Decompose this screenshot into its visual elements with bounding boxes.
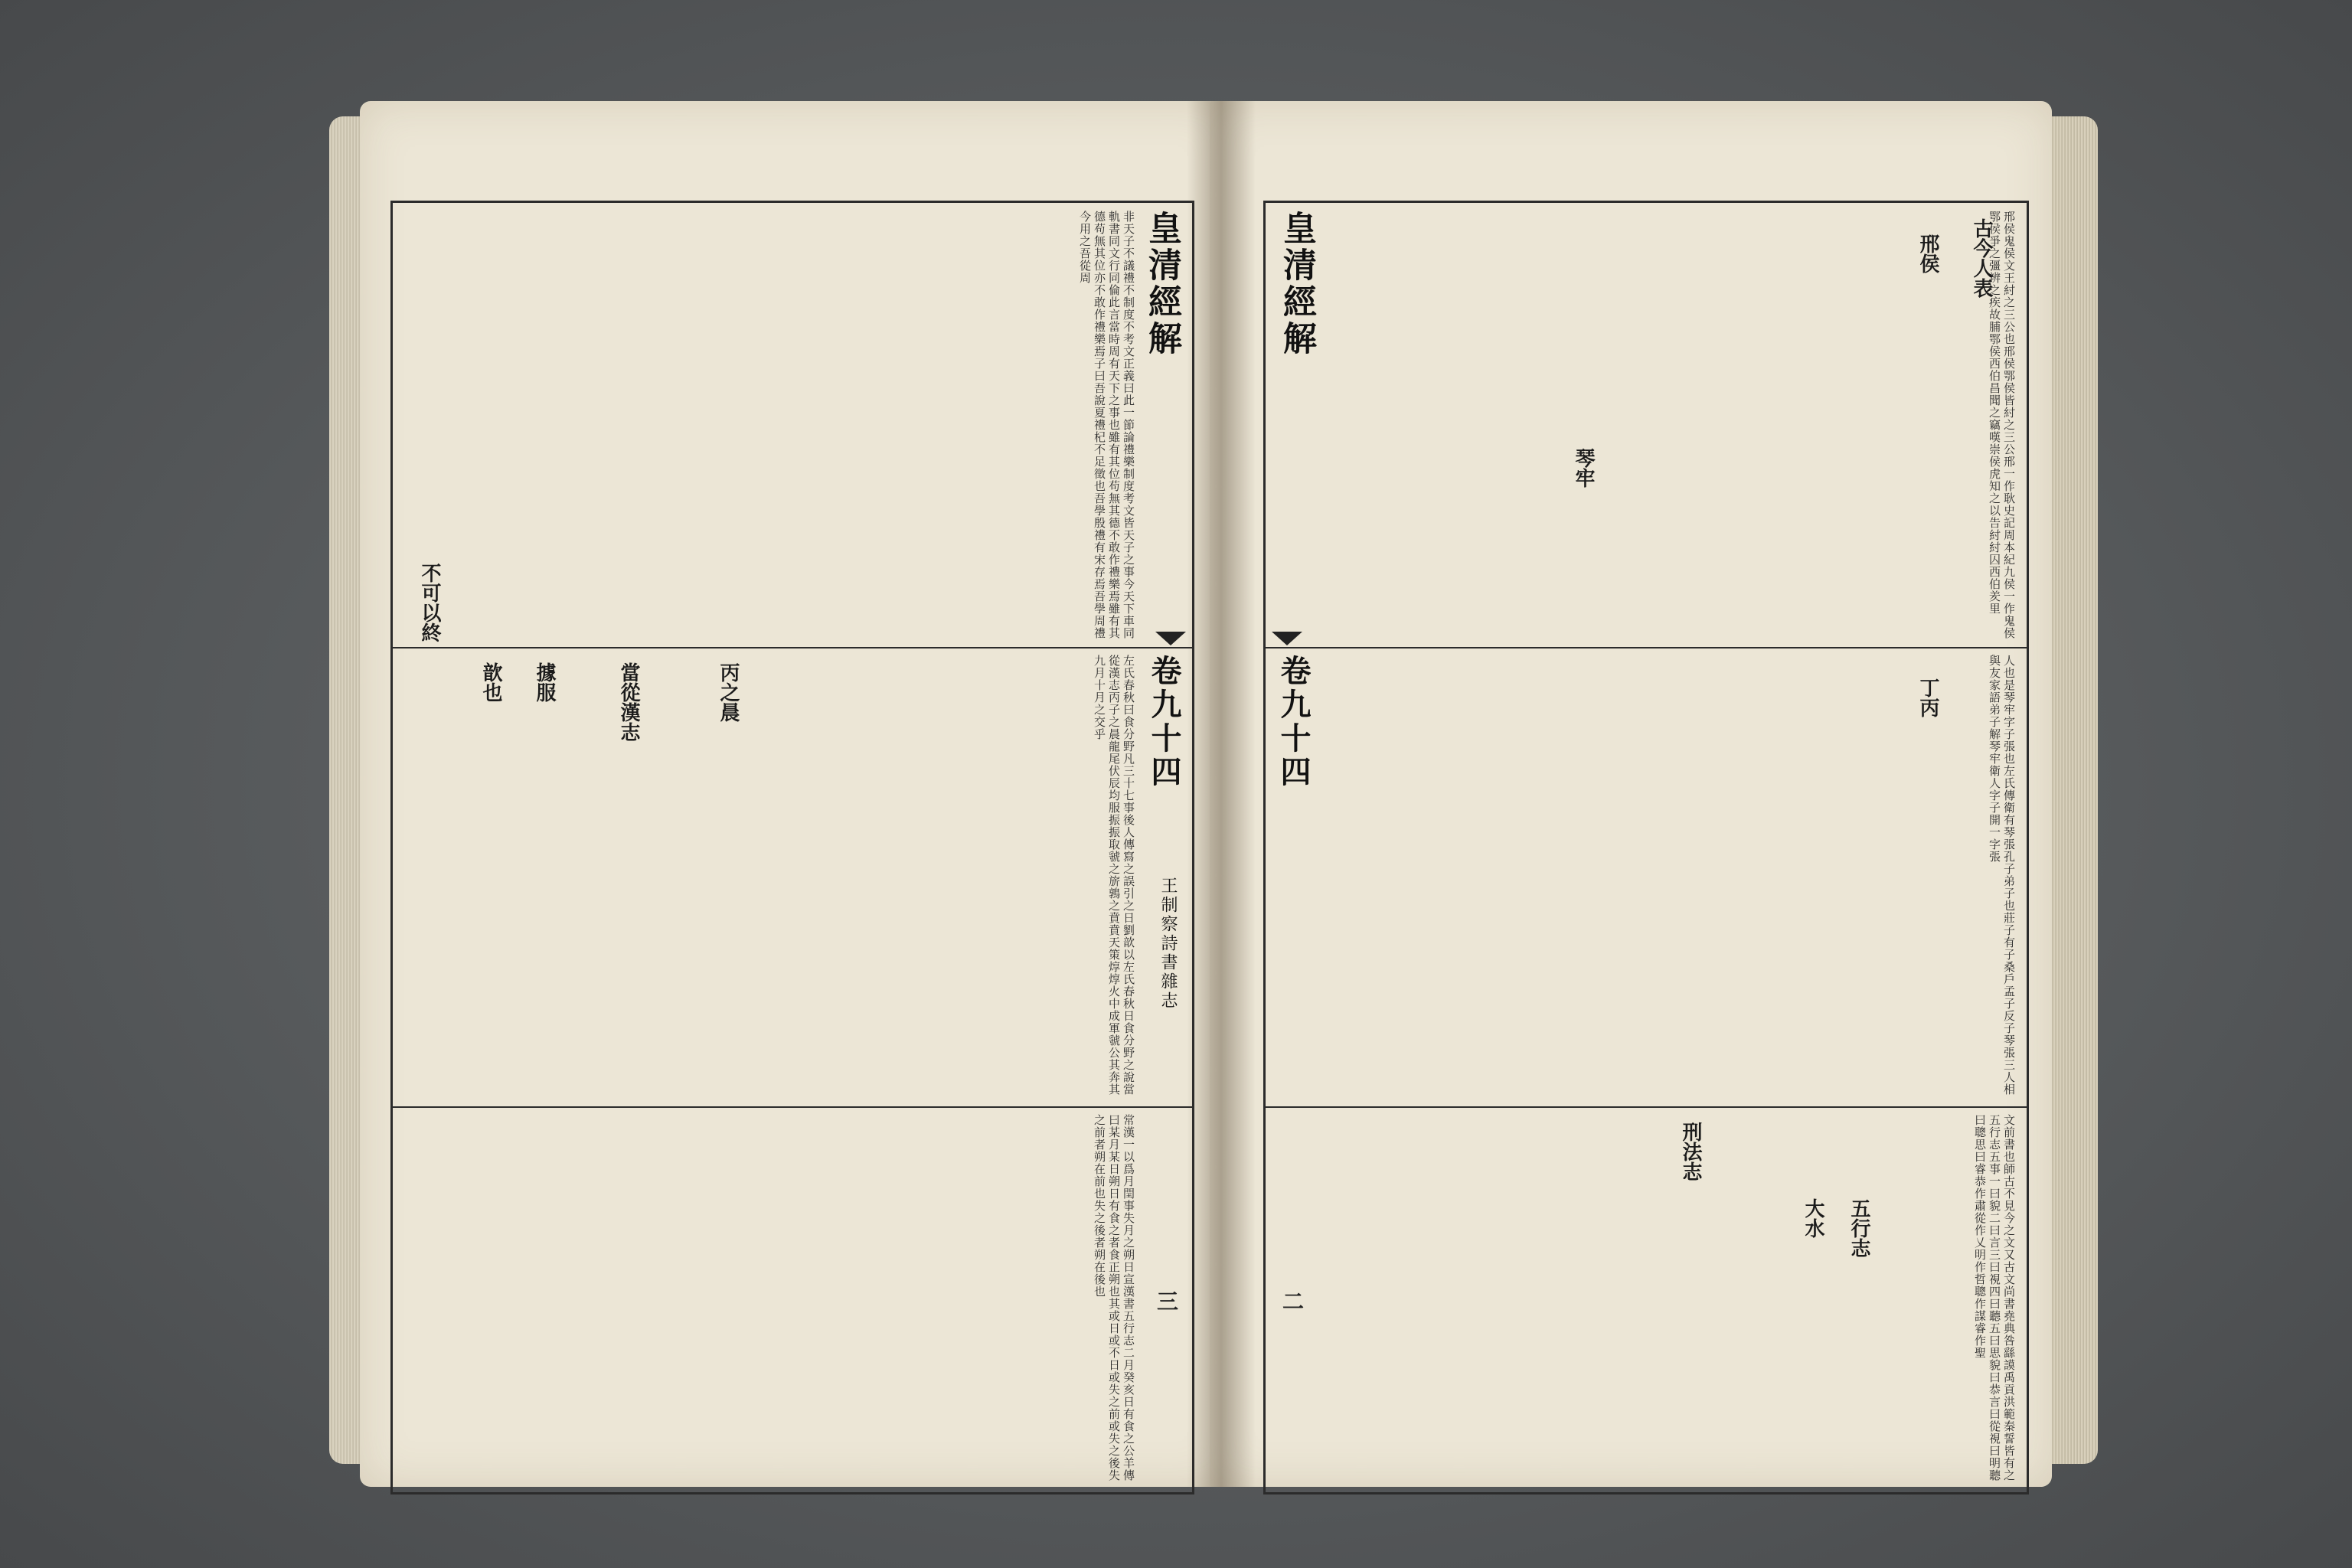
left-upper-divider	[393, 647, 1192, 648]
right-volume: 卷九十四	[1276, 655, 1312, 789]
left-head-3: 據服	[533, 662, 556, 702]
left-lower-text: 常漢一以爲月閏事失月之朔日宣漢書五行志二月癸亥日有食之公羊傳曰某月某日朔日有食之者食正朔也其或日或不日或失之前或失之後失之前者朔在前也失之後者朔在後也	[1093, 1114, 1135, 1481]
right-upper-divider	[1266, 647, 2027, 648]
right-head-1: 古今人表	[1970, 218, 1993, 298]
right-volume-strip	[1272, 655, 1315, 854]
left-end-mark: 不可以終	[418, 563, 441, 642]
right-page-edges	[2044, 116, 2098, 1464]
left-head-2: 當從漢志	[617, 662, 640, 742]
right-head-7: 大水	[1802, 1198, 1824, 1238]
right-head-5: 刑法志	[1679, 1122, 1702, 1181]
left-folio: 三	[1154, 1290, 1179, 1312]
right-folio: 二	[1279, 1290, 1305, 1312]
right-head-3: 丁丙	[1916, 678, 1939, 717]
left-subtitle-strip	[1156, 877, 1180, 1106]
left-head-1: 丙之晨	[717, 662, 740, 722]
left-page	[360, 101, 1233, 1487]
left-title-strip	[1137, 211, 1186, 639]
left-head-4: 歆也	[479, 662, 502, 702]
left-middle-text: 左氏春秋曰食分野凡三十七事後人傳寫之誤引之日劉歆以左氏春秋日食分野之說當從漢志丙子之晨龍尾伏辰均服振振取虢之旂鶉之賁賁天策焞焞火中成軍虢公其奔其九月十月之交乎	[1093, 655, 1135, 1096]
right-lower-divider	[1266, 1106, 2027, 1108]
right-middle-text: 人也是琴牢字子張也左氏傳衛有琴張孔子弟子也莊子有子桑戶孟子反子琴張三人相與友家語弟子解琴牢衛人字子開一字張	[1988, 655, 2016, 1096]
left-volume-strip	[1142, 655, 1186, 854]
left-upper-text: 非天子不議禮不制度不考文正義曰此一節論禮樂制度考文皆天子之事今天下車同軌書同文行同倫此言當時周有天下之事也雖有其位苟無其德不敢作禮樂焉雖有其德苟無其位亦不敢作禮樂焉子曰吾說夏禮杞不足徵也吾學殷禮有宋存焉吾學周禮今用之吾從周	[1078, 211, 1135, 639]
right-page-frame	[1263, 201, 2029, 1494]
right-title: 皇清經解	[1277, 211, 1316, 358]
right-title-strip	[1272, 211, 1321, 639]
right-head-4: 琴牢	[1572, 448, 1595, 488]
left-lower-divider	[393, 1106, 1192, 1108]
left-title: 皇清經解	[1142, 211, 1181, 358]
right-head-2: 邢侯	[1916, 234, 1939, 273]
left-section-note: 王制察詩書雜志	[1158, 877, 1178, 1011]
book-gutter	[1187, 101, 1256, 1487]
right-lower-text: 文前書也師古不見今之文又古文尚書堯典咎繇謨禹貢洪範秦誓皆有之五行志五事一曰貌二曰言三曰視四曰聽五曰思貌曰恭言曰從視曰明聽曰聰思曰睿恭作肅從作乂明作哲聰作謀睿作聖	[1973, 1114, 2016, 1481]
right-upper-text: 邢侯鬼侯文王紂之三公也邢侯鄂侯皆紂之三公邢一作耿史記周本紀九侯一作鬼侯鄂侯爭之彊辨之疾故脯鄂侯西伯昌聞之竊嘆崇侯虎知之以告紂紂囚西伯羑里	[1988, 211, 2016, 639]
left-volume: 卷九十四	[1146, 655, 1182, 789]
open-book	[329, 86, 2098, 1510]
right-head-6: 五行志	[1847, 1198, 1870, 1258]
left-page-frame	[390, 201, 1194, 1494]
right-page	[1210, 101, 2052, 1487]
